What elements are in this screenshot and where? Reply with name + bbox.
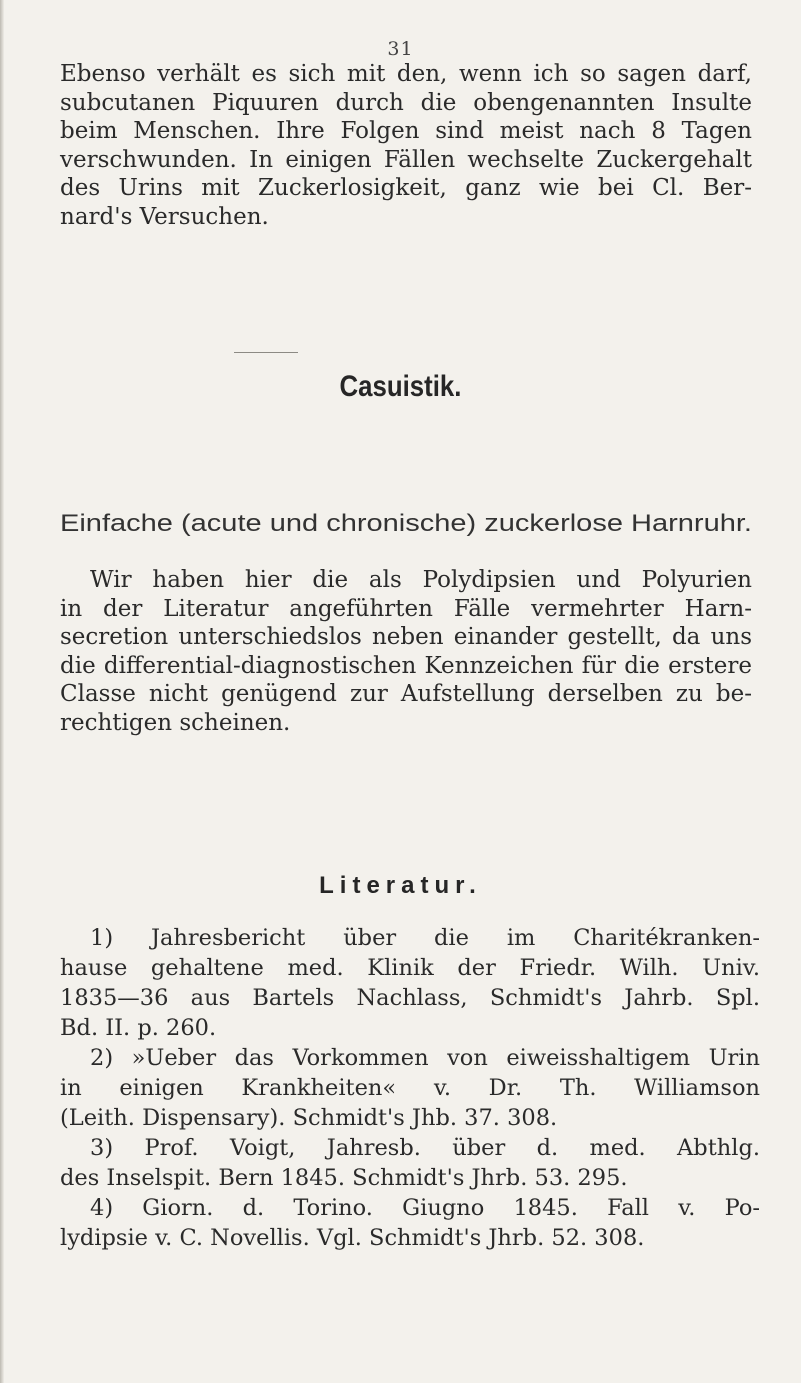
intro-line: Ebenso verhält es sich mit den, wenn ich so sagen darf, [60, 61, 752, 87]
section-line: Wir haben hier die als Polydipsien und Polyurien [90, 567, 752, 593]
reference-line: hause gehaltene med. Klinik der Friedr. Wilh. Univ. [60, 955, 760, 981]
section-divider [234, 352, 298, 353]
section-line: secretion unterschiedslos neben einander gestellt, da uns [60, 624, 752, 650]
intro-line: des Urins mit Zuckerlosigkeit, ganz wie bei Cl. Ber- [60, 175, 752, 201]
page-number: 31 [387, 38, 414, 60]
page-edge-shadow [0, 0, 4, 1383]
section-paragraph [60, 566, 752, 737]
intro-line: nard's Versuchen. [60, 203, 269, 230]
reference-line: 1) Jahresbericht über die im Charitékranken- [90, 925, 760, 951]
section-line: die differential-diagnostischen Kennzeichen für die erstere [60, 652, 752, 679]
section-line: rechtigen scheinen. [60, 709, 291, 736]
intro-line: subcutanen Piquuren durch die obengenannten Insulte [60, 89, 752, 116]
reference-line: (Leith. Dispensary). Schmidt's Jhb. 37. 308. [60, 1105, 558, 1131]
section-subtitle: Einfache (acute und chronische) zuckerlose Harnruhr. [60, 510, 752, 537]
literature-title: Literatur. [319, 872, 482, 899]
reference-line: Bd. II. p. 260. [60, 1015, 217, 1041]
section-line: Classe nicht genügend zur Aufstellung derselben zu be- [60, 681, 752, 707]
intro-paragraph [60, 60, 752, 231]
reference-line: lydipsie v. C. Novellis. Vgl. Schmidt's Jhrb. 52. 308. [60, 1225, 645, 1251]
section-line: in der Literatur angeführten Fälle vermehrter Harn- [60, 595, 752, 622]
reference-list [60, 923, 760, 1253]
reference-line: in einigen Krankheiten« v. Dr. Th. Williamson [60, 1075, 760, 1101]
reference-line: 3) Prof. Voigt, Jahresb. über d. med. Abthlg. [90, 1135, 760, 1161]
intro-line: beim Menschen. Ihre Folgen sind meist nach 8 Tagen [60, 118, 752, 144]
reference-line: 2) »Ueber das Vorkommen von eiweisshaltigem Urin [90, 1045, 760, 1071]
reference-line: des Inselspit. Bern 1845. Schmidt's Jhrb. 53. 295. [60, 1165, 628, 1191]
section-title: Casuistik. [339, 370, 462, 403]
reference-line: 4) Giorn. d. Torino. Giugno 1845. Fall v. Po- [90, 1195, 760, 1221]
intro-line: verschwunden. In einigen Fällen wechselte Zuckergehalt [60, 146, 752, 173]
reference-line: 1835—36 aus Bartels Nachlass, Schmidt's Jahrb. Spl. [60, 985, 760, 1011]
